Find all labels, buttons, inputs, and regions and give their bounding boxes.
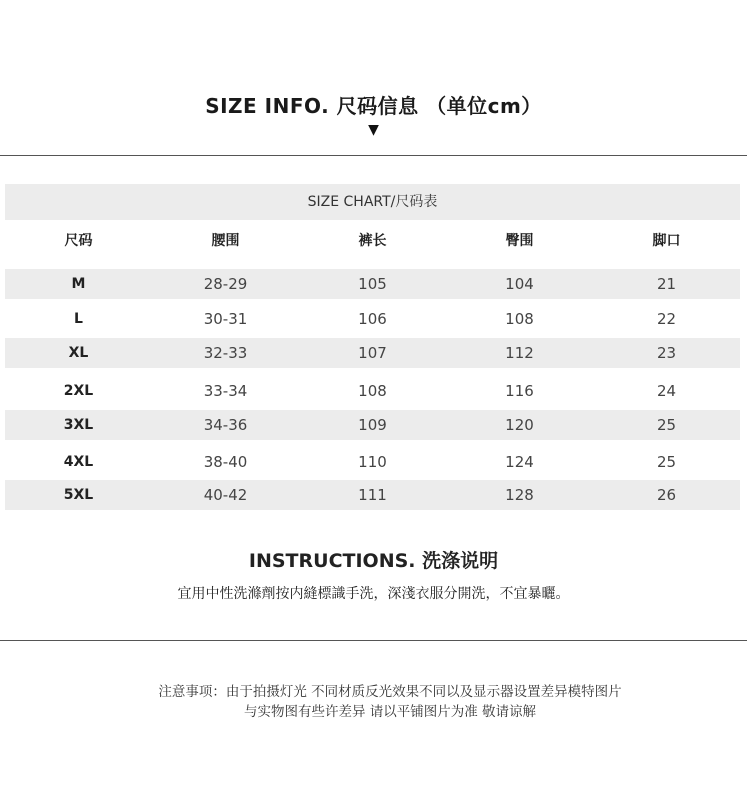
hip-cell: 128	[505, 486, 534, 504]
notice-line-2: 与实物图有些许差异 请以平铺图片为准 敬请谅解	[243, 704, 537, 720]
size-cell: 3XL	[63, 417, 94, 433]
size-cell: 4XL	[63, 454, 94, 470]
length-cell: 106	[358, 310, 387, 328]
leg-opening-cell: 26	[656, 486, 677, 504]
table-row	[5, 338, 740, 368]
header-waist: 腰围	[211, 233, 240, 249]
page-title: SIZE INFO. 尺码信息 （单位cm）	[205, 94, 542, 118]
hip-cell: 124	[505, 453, 534, 471]
table-row	[5, 480, 740, 510]
hip-cell: 116	[505, 382, 534, 400]
notice-line-1: 注意事项：由于拍摄灯光 不同材质反光效果不同以及显示器设置差异模特图片	[158, 684, 622, 700]
length-cell: 111	[358, 486, 387, 504]
table-row	[5, 376, 740, 406]
leg-opening-cell: 25	[656, 416, 677, 434]
waist-cell: 30-31	[203, 310, 248, 328]
waist-cell: 38-40	[203, 453, 248, 471]
leg-opening-cell: 25	[656, 453, 677, 471]
size-cell: XL	[68, 345, 89, 361]
waist-cell: 40-42	[203, 486, 248, 504]
header-leg-opening: 脚口	[652, 233, 681, 249]
instructions-text: 宜用中性洗滌劑按内縫標識手洗，深淺衣服分開洗，不宜暴曬。	[177, 586, 570, 602]
length-cell: 110	[358, 453, 387, 471]
size-cell: M	[71, 276, 86, 292]
waist-cell: 34-36	[203, 416, 248, 434]
length-cell: 108	[358, 382, 387, 400]
leg-opening-cell: 24	[656, 382, 677, 400]
table-row	[5, 447, 740, 477]
table-row	[5, 269, 740, 299]
length-cell: 105	[358, 275, 387, 293]
waist-cell: 28-29	[203, 275, 248, 293]
table-row	[5, 304, 740, 334]
hip-cell: 120	[505, 416, 534, 434]
header-hip: 臀围	[505, 233, 534, 249]
waist-cell: 32-33	[203, 344, 248, 362]
hip-cell: 104	[505, 275, 534, 293]
size-chart-caption: SIZE CHART/尺码表	[5, 184, 740, 220]
table-header-row	[5, 225, 740, 255]
size-cell: 2XL	[63, 383, 94, 399]
size-cell: 5XL	[63, 487, 94, 503]
table-row	[5, 410, 740, 440]
waist-cell: 33-34	[203, 382, 248, 400]
leg-opening-cell: 23	[656, 344, 677, 362]
header-length: 裤长	[358, 233, 387, 249]
leg-opening-cell: 21	[656, 275, 677, 293]
size-cell: L	[74, 311, 83, 327]
hip-cell: 112	[505, 344, 534, 362]
leg-opening-cell: 22	[656, 310, 677, 328]
length-cell: 109	[358, 416, 387, 434]
instructions-title: INSTRUCTIONS. 洗涤说明	[248, 550, 499, 572]
divider-bottom	[0, 640, 747, 641]
hip-cell: 108	[505, 310, 534, 328]
down-arrow-icon: ▼	[368, 122, 379, 138]
header-size: 尺码	[64, 233, 93, 249]
length-cell: 107	[358, 344, 387, 362]
divider-top	[0, 155, 747, 156]
